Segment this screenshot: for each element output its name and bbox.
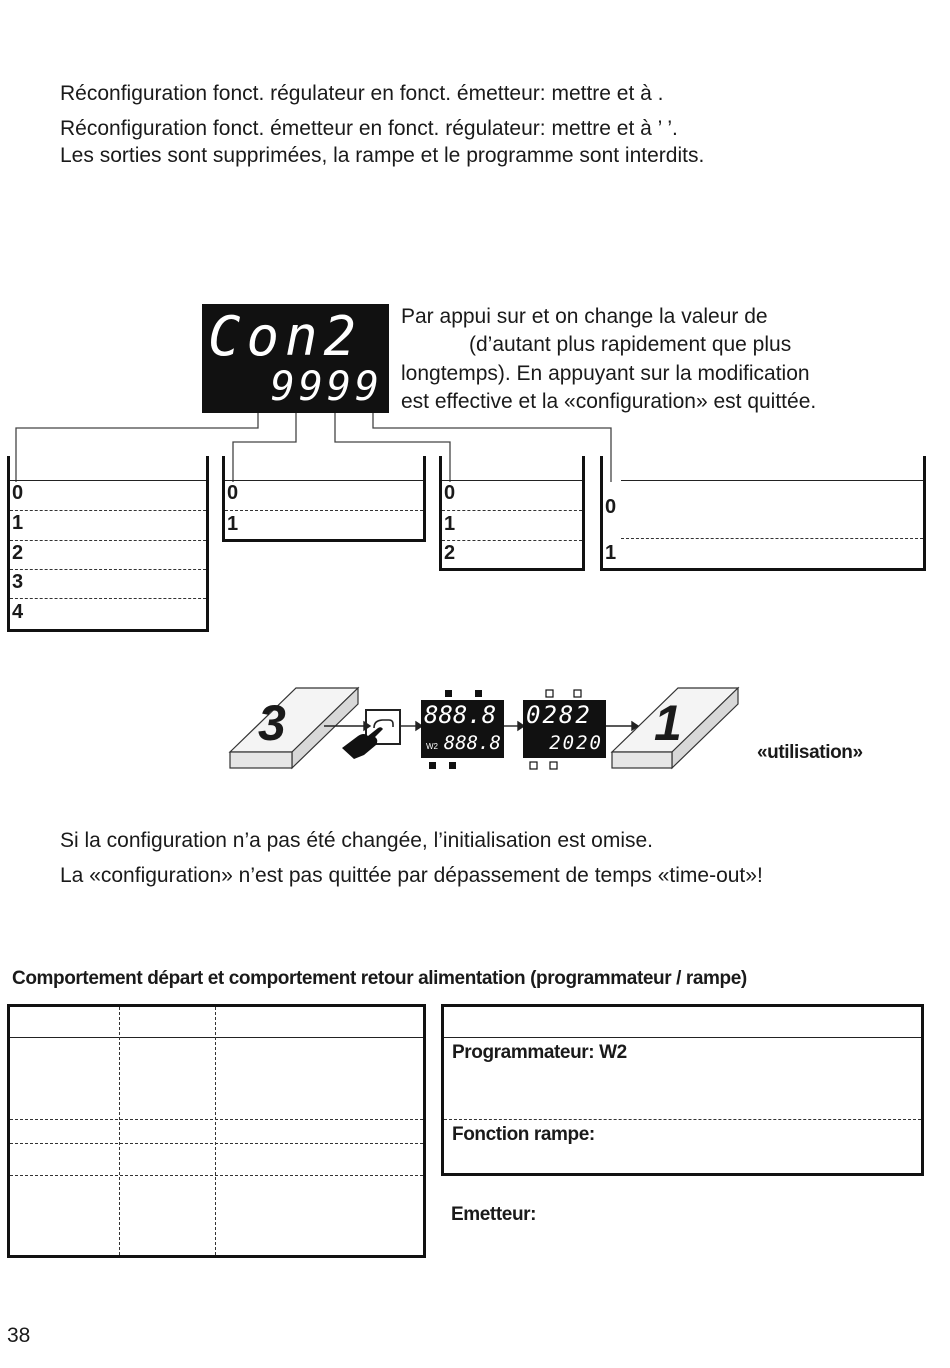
end-block-label: 1: [654, 695, 682, 751]
flow-display-2-bottom: 2020: [549, 732, 603, 754]
hand-icon: [342, 727, 383, 759]
ramp-label: Fonction rampe:: [452, 1124, 595, 1145]
display-top-value: Con2: [208, 305, 363, 368]
power-behaviour-table: [7, 1004, 426, 1258]
flow-display-2: [523, 700, 606, 758]
connector-lines: [0, 0, 950, 500]
table-1-value: 4: [12, 601, 24, 623]
option-table-4: [600, 456, 926, 571]
table-1-value: 2: [12, 542, 24, 564]
display-desc-2: (d’autant plus rapidement que plus: [469, 333, 792, 356]
table-2-value: 0: [227, 482, 239, 504]
programmer-label: Programmateur: W2: [452, 1042, 627, 1063]
table-1-value: 1: [12, 512, 24, 534]
display-bottom-value: 9999: [270, 364, 383, 410]
function-table: [441, 1004, 924, 1176]
note-line-2: La «configuration» n’est pas quittée par dépassement de temps «time-out»!: [60, 864, 763, 887]
table-3-value: 0: [444, 482, 456, 504]
utilisation-label: «utilisation»: [757, 742, 863, 763]
intro-line-2: Réconfiguration fonct. émetteur en fonct. régulateur: mettre et à ’ ’.: [60, 117, 678, 140]
option-table-1: [7, 456, 209, 632]
flow-display-1-tag: W2: [426, 742, 438, 751]
note-line-1: Si la configuration n’a pas été changée, l’initialisation est omise.: [60, 829, 654, 852]
flow-display-1: [421, 700, 504, 758]
flow-display-1-bottom: 888.8: [443, 732, 501, 754]
table-3-value: 2: [444, 542, 456, 564]
option-table-2: [222, 456, 426, 542]
display-desc-3: longtemps). En appuyant sur la modification: [401, 362, 810, 385]
transmitter-label: Emetteur:: [451, 1204, 537, 1225]
flow-display-2-top: 0282: [526, 701, 592, 729]
display-desc-1: Par appui sur et on change la valeur de: [401, 305, 768, 328]
table-1-value: 0: [12, 482, 24, 504]
start-block-label: 3: [258, 695, 286, 751]
option-table-3: [439, 456, 585, 571]
table-4-value: 1: [605, 542, 617, 564]
table-2-value: 1: [227, 513, 239, 535]
table-3-value: 1: [444, 513, 456, 535]
flow-display-1-top: 888.8: [424, 701, 497, 729]
section-title: Comportement départ et comportement retour alimentation (programmateur / rampe): [12, 968, 747, 989]
display-desc-4: est effective et la «configuration» est quittée.: [401, 390, 817, 413]
page-number: 38: [7, 1324, 31, 1347]
table-4-value: 0: [605, 496, 617, 518]
intro-line-3: Les sorties sont supprimées, la rampe et le programme sont interdits.: [60, 144, 705, 167]
table-1-value: 3: [12, 571, 24, 593]
intro-line-1: Réconfiguration fonct. régulateur en fonct. émetteur: mettre et à .: [60, 82, 664, 105]
